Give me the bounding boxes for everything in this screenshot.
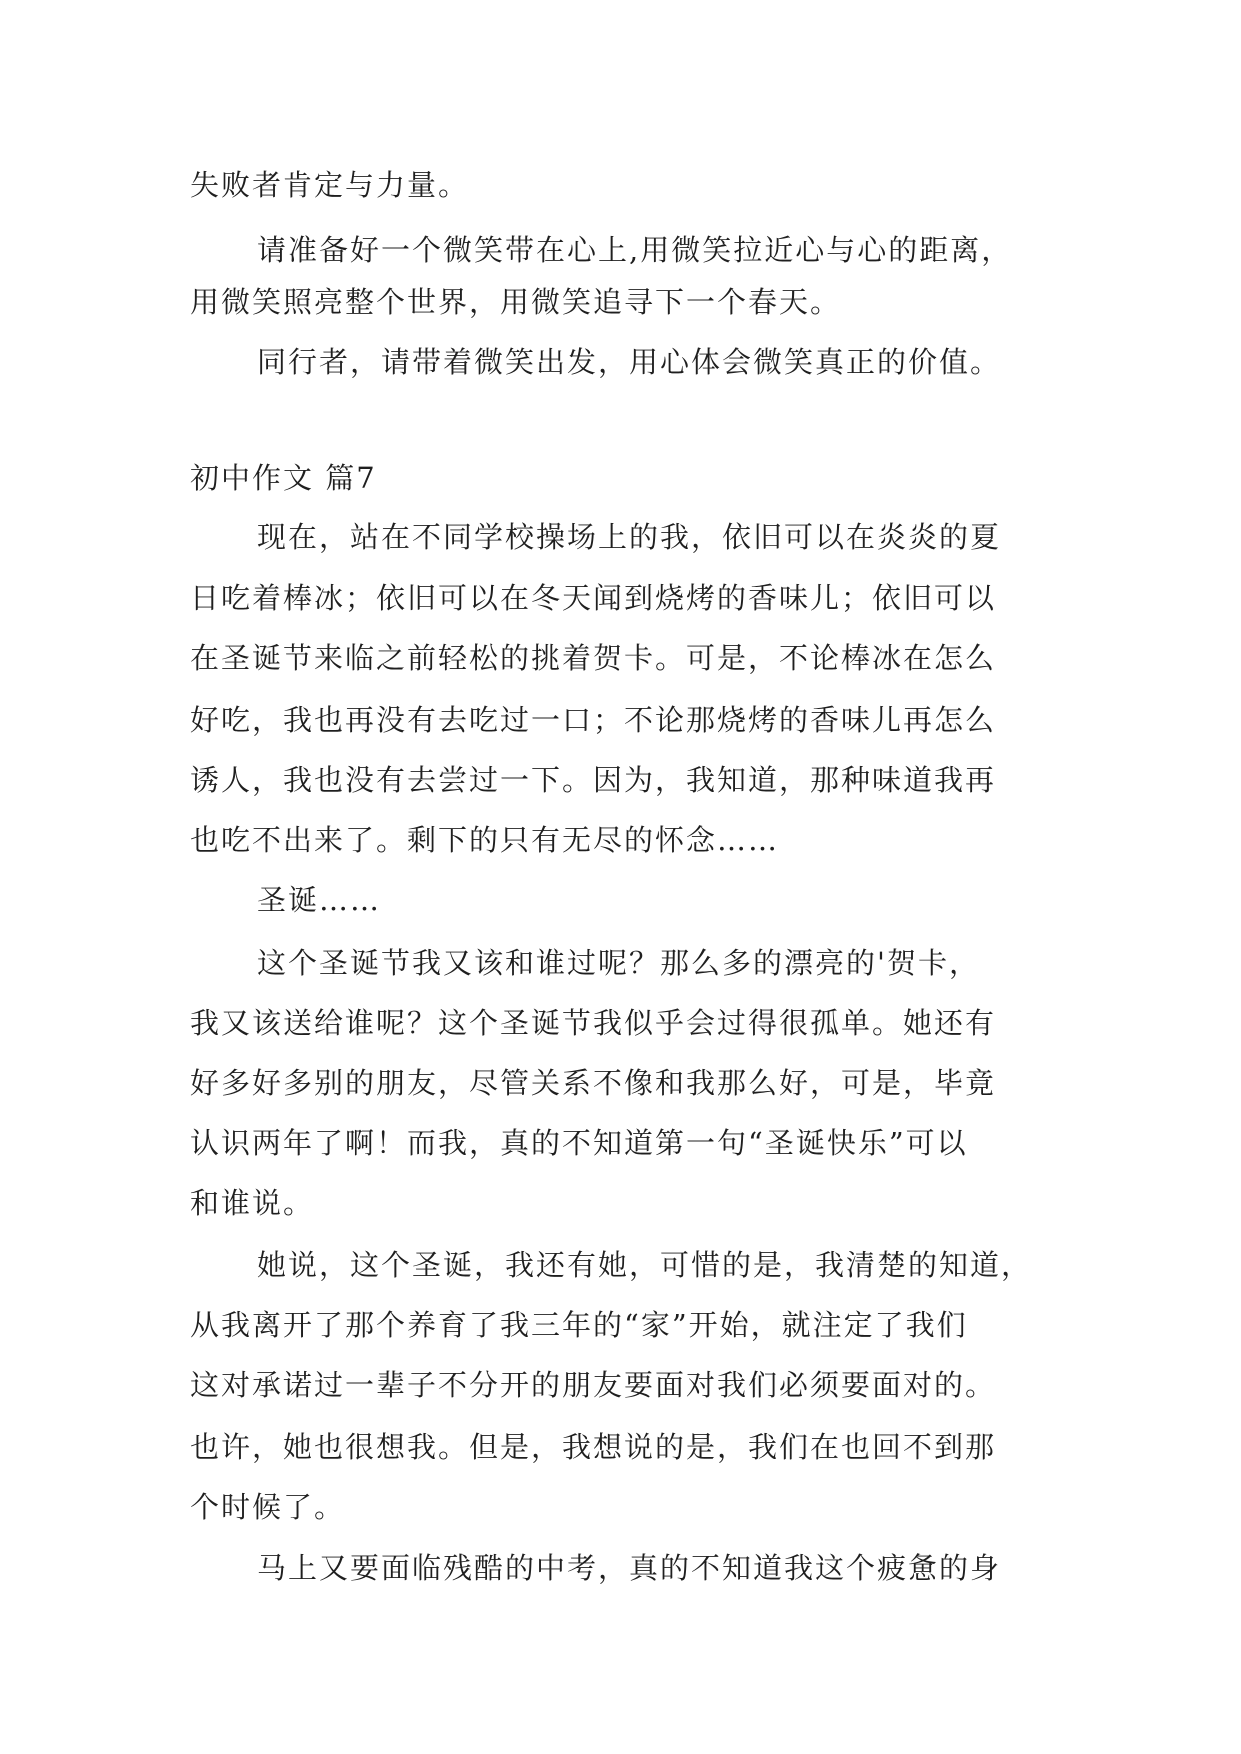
paragraph-line: 这个圣诞节我又该和谁过呢？那么多的漂亮的'贺卡，: [257, 946, 980, 980]
paragraph-line: 她说，这个圣诞，我还有她，可惜的是，我清楚的知道，: [257, 1248, 1033, 1282]
paragraph-line: 马上又要面临残酷的中考，真的不知道我这个疲惫的身: [257, 1551, 1002, 1585]
section-heading: 初中作文 篇7: [190, 461, 377, 495]
paragraph-line: 同行者，请带着微笑出发，用心体会微笑真正的价值。: [257, 345, 1002, 379]
paragraph-line: 和谁说。: [190, 1186, 315, 1220]
paragraph-line: 也吃不出来了。剩下的只有无尽的怀念……: [190, 823, 780, 857]
paragraph-line: 好多好多别的朋友，尽管关系不像和我那么好，可是，毕竟: [190, 1066, 997, 1100]
paragraph-line: 失败者肯定与力量。: [190, 168, 470, 202]
paragraph-line: 日吃着棒冰；依旧可以在冬天闻到烧烤的香味儿；依旧可以: [190, 581, 997, 615]
paragraph-line: 请准备好一个微笑带在心上,用微笑拉近心与心的距离，: [257, 233, 1013, 267]
paragraph-line: 这对承诺过一辈子不分开的朋友要面对我们必须要面对的。: [190, 1368, 997, 1402]
paragraph-line: 个时候了。: [190, 1490, 346, 1524]
paragraph-line: 好吃，我也再没有去吃过一口；不论那烧烤的香味儿再怎么: [190, 703, 997, 737]
paragraph-line: 现在，站在不同学校操场上的我，依旧可以在炎炎的夏: [257, 520, 1002, 554]
paragraph-line: 我又该送给谁呢？这个圣诞节我似乎会过得很孤单。她还有: [190, 1006, 997, 1040]
paragraph-line: 也许，她也很想我。但是，我想说的是，我们在也回不到那: [190, 1430, 997, 1464]
paragraph-line: 圣诞……: [257, 883, 382, 917]
paragraph-line: 在圣诞节来临之前轻松的挑着贺卡。可是，不论棒冰在怎么: [190, 641, 997, 675]
paragraph-line: 诱人，我也没有去尝过一下。因为，我知道，那种味道我再: [190, 763, 997, 797]
paragraph-line: 认识两年了啊！而我，真的不知道第一句“圣诞快乐”可以: [190, 1126, 968, 1160]
paragraph-line: 从我离开了那个养育了我三年的“家”开始，就注定了我们: [190, 1308, 968, 1342]
paragraph-line: 用微笑照亮整个世界，用微笑追寻下一个春天。: [190, 285, 842, 319]
